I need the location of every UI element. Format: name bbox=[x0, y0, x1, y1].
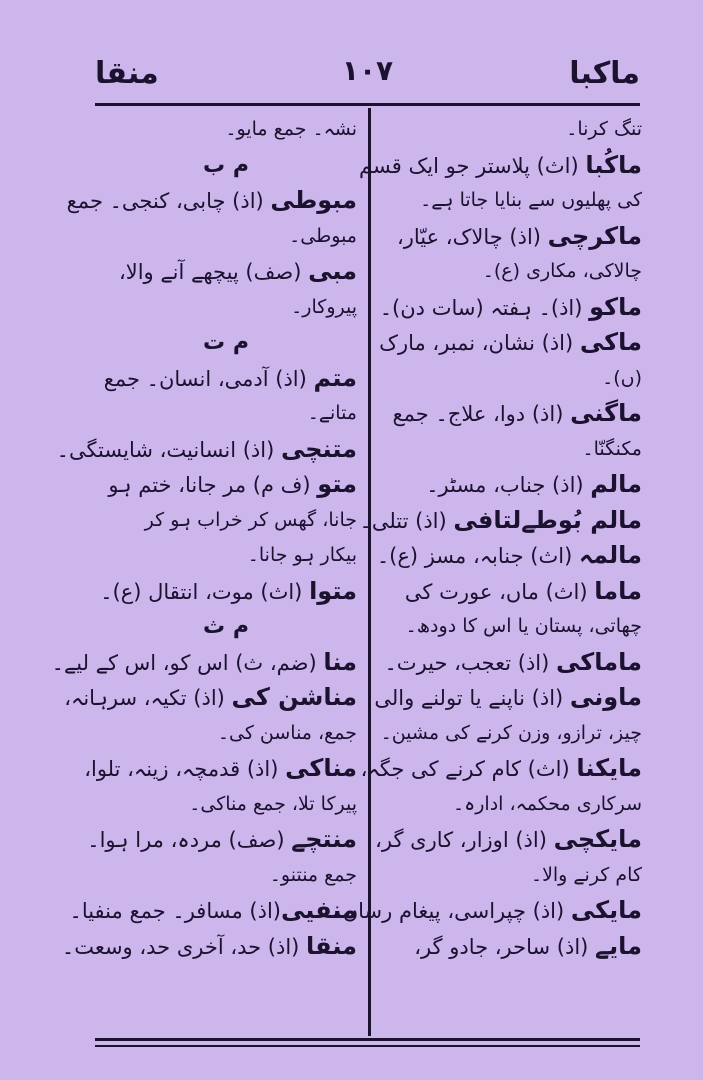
entry-definition: (اذ) حد، آخری حد، وسعت۔ bbox=[61, 934, 307, 959]
entry-definition: (صف) مردہ، مرا ہوا۔ bbox=[87, 828, 292, 852]
entry-definition: تنگ کرنا۔ bbox=[566, 118, 642, 140]
entry-headword: ماما bbox=[594, 576, 642, 605]
entry-headword: منتچے bbox=[291, 825, 357, 853]
entry-continuation bbox=[95, 112, 357, 148]
entry-headword: مایکنا bbox=[576, 754, 642, 782]
entry-definition: جمع منتنو۔ bbox=[269, 863, 357, 886]
entry-line bbox=[360, 751, 642, 787]
entry-line bbox=[380, 219, 642, 255]
entry-headword: مالمہ bbox=[578, 541, 642, 569]
entry-definition: (اذ) قدمچہ، زینہ، تلوا، bbox=[84, 757, 286, 781]
entry-definition: (اذ) ناپنے یا تولنے والی bbox=[374, 686, 570, 710]
entry-definition: (اث) پلاستر جو ایک قسم bbox=[359, 153, 586, 178]
entry-definition: کام کرنے والا۔ bbox=[530, 863, 642, 886]
entry-definition: (اذ) اوزار، کاری گر، bbox=[375, 828, 554, 852]
entry-continuation bbox=[95, 396, 357, 432]
entry-definition: (اذ)۔ ہفتہ (سات دن)۔ bbox=[379, 295, 590, 320]
entry-definition: متانے۔ bbox=[307, 402, 357, 424]
entry-line bbox=[95, 467, 357, 503]
entry-definition: جمع، مناسن کی۔ bbox=[217, 721, 357, 744]
entry-continuation bbox=[380, 858, 642, 894]
section-letter-heading: م ت bbox=[203, 330, 249, 355]
entry-definition: چھاتی، پستان یا اس کا دودھ۔ bbox=[405, 615, 642, 637]
section-letter-heading: م ث bbox=[203, 614, 249, 639]
entry-line bbox=[380, 645, 642, 681]
entry-definition: (اذ) جناب، مسٹر۔ bbox=[426, 473, 591, 497]
left-running-headword: منقا bbox=[95, 56, 159, 91]
entry-definition: چیز، ترازو، وزن کرنے کی مشین۔ bbox=[380, 721, 642, 744]
entry-line bbox=[380, 396, 642, 432]
entry-headword: منفیی bbox=[280, 896, 357, 924]
entry-definition: (اذ) نشان، نمبر، مارک bbox=[379, 331, 580, 355]
entry-continuation bbox=[380, 432, 642, 468]
entry-continuation bbox=[95, 503, 357, 539]
entry-continuation bbox=[95, 290, 357, 326]
entry-line bbox=[84, 751, 357, 787]
header-rule bbox=[95, 103, 640, 106]
entry-line bbox=[87, 822, 357, 858]
entry-line bbox=[380, 290, 642, 326]
entry-definition: (اذ) چالاک، عیّار، bbox=[396, 224, 548, 249]
entry-continuation bbox=[380, 361, 642, 397]
entry-headword: مایے bbox=[595, 931, 642, 960]
entry-headword: ماونی bbox=[569, 683, 642, 711]
entry-definition: (اذ) تعجب، حیرت۔ bbox=[384, 650, 557, 675]
entry-headword: مالم bbox=[590, 470, 642, 498]
entry-headword: مایکچی bbox=[553, 825, 642, 853]
entry-line bbox=[330, 893, 642, 929]
entry-line bbox=[95, 254, 357, 290]
entry-headword: متم bbox=[313, 363, 357, 392]
entry-continuation bbox=[95, 787, 357, 823]
entry-definition: (ضم، ث) اس کو، اس کے لیے۔ bbox=[51, 650, 324, 675]
entry-headword: متو bbox=[317, 470, 357, 498]
entry-headword: مناکی bbox=[285, 754, 357, 782]
entry-line bbox=[64, 680, 357, 716]
entry-headword: ماکُبا bbox=[585, 150, 642, 179]
entry-headword: ماگنی bbox=[570, 399, 642, 427]
entry-definition: (ں)۔ bbox=[602, 366, 642, 389]
entry-line bbox=[69, 893, 357, 929]
entry-line bbox=[359, 503, 642, 539]
entry-definition: (اث) موت، انتقال (ع)۔ bbox=[100, 579, 310, 604]
entry-headword: متنچی bbox=[280, 434, 357, 463]
entry-headword: ماماکی bbox=[556, 647, 642, 676]
entry-definition: (اث) جنابہ، مسز (ع)۔ bbox=[376, 544, 579, 568]
entry-continuation bbox=[380, 183, 642, 219]
entry-line bbox=[374, 680, 642, 716]
entry-definition: (اذ) تکیہ، سرہانہ، bbox=[64, 686, 232, 710]
entry-headword: مبوطی bbox=[270, 186, 357, 214]
entry-definition: (اذ) ساحر، جادو گر، bbox=[414, 934, 596, 959]
entry-definition: بیکار ہو جانا۔ bbox=[247, 544, 357, 566]
page-header bbox=[95, 52, 640, 100]
entry-definition: پیروکار۔ bbox=[291, 295, 357, 318]
left-column bbox=[51, 112, 357, 964]
entry-definition: مکنگنّا۔ bbox=[582, 437, 642, 460]
entry-headword: ماکو bbox=[589, 292, 642, 321]
entry-headword: مناشن کی bbox=[231, 683, 357, 711]
entry-definition: (اذ) انسانیت، شایستگی۔ bbox=[56, 437, 281, 462]
entry-definition: مبوطی۔ bbox=[289, 224, 357, 247]
entry-line bbox=[61, 929, 357, 965]
entry-continuation bbox=[380, 254, 642, 290]
entry-definition: پیرکا تلا، جمع مناکی۔ bbox=[189, 792, 357, 815]
entry-definition: سرکاری محکمہ، ادارہ۔ bbox=[452, 792, 642, 815]
entry-definition: (صف) پیچھے آنے والا، bbox=[118, 260, 309, 284]
entry-line bbox=[359, 148, 642, 184]
entry-definition: (اث) کام کرنے کی جگہ، bbox=[360, 757, 577, 781]
footer-rule-thin bbox=[95, 1045, 640, 1047]
entry-headword: ماکی bbox=[579, 328, 642, 356]
entry-definition: کی پھلیوں سے بنایا جاتا ہے۔ bbox=[420, 189, 642, 211]
entry-definition: (اذ) چپراسی، پیغام رساں۔ bbox=[330, 899, 571, 923]
entry-definition: (اذ) آدمی، انسان۔ جمع bbox=[103, 366, 314, 391]
entry-headword: ماکرچی bbox=[547, 221, 642, 250]
entry-continuation bbox=[95, 858, 357, 894]
entry-definition: (اث) ماں، عورت کی bbox=[404, 579, 595, 604]
footer-rule bbox=[95, 1038, 640, 1041]
entry-definition: (ف م) مر جانا، ختم ہو bbox=[108, 473, 318, 497]
entry-headword: منقا bbox=[306, 931, 357, 960]
entry-line bbox=[380, 325, 642, 361]
entry-definition: جانا، گھس کر خراب ہو کر bbox=[144, 508, 357, 531]
entry-line bbox=[95, 574, 357, 610]
entry-headword: منا bbox=[323, 647, 357, 676]
entry-continuation bbox=[380, 787, 642, 823]
entry-continuation bbox=[95, 219, 357, 255]
section-letter-heading: م ب bbox=[203, 152, 249, 178]
entry-continuation bbox=[95, 716, 357, 752]
page-number: ۱۰۷ bbox=[341, 54, 394, 87]
entry-definition: (اذ) مسافر۔ جمع منفیا۔ bbox=[69, 899, 281, 923]
entry-line bbox=[380, 467, 642, 503]
entry-continuation bbox=[95, 538, 357, 574]
entry-headword: مالم بُوطےلتافی bbox=[453, 505, 642, 534]
entry-headword: مبی bbox=[308, 257, 357, 285]
entry-definition: (اذ) دوا، علاج۔ جمع bbox=[392, 402, 571, 426]
entry-line bbox=[51, 645, 357, 681]
right-running-headword: ماکبا bbox=[569, 56, 640, 91]
entry-line bbox=[95, 361, 357, 397]
entry-definition: (اذ) تتلی۔ bbox=[359, 508, 454, 533]
entry-line bbox=[66, 183, 357, 219]
entry-line bbox=[380, 929, 642, 965]
entry-line bbox=[56, 432, 357, 468]
entry-definition: (اذ) چابی، کنجی۔ جمع bbox=[66, 189, 271, 213]
entry-line bbox=[380, 574, 642, 610]
entry-continuation bbox=[380, 716, 642, 752]
entry-line bbox=[375, 822, 642, 858]
entry-continuation bbox=[380, 609, 642, 645]
entry-headword: متوا bbox=[309, 576, 357, 605]
entry-continuation bbox=[380, 112, 642, 148]
entry-line bbox=[376, 538, 642, 574]
entry-definition: چالاکی، مکاری (ع)۔ bbox=[482, 260, 642, 282]
entry-definition: نشہ۔ جمع مایو۔ bbox=[225, 118, 357, 140]
entry-headword: مایکی bbox=[570, 896, 642, 924]
